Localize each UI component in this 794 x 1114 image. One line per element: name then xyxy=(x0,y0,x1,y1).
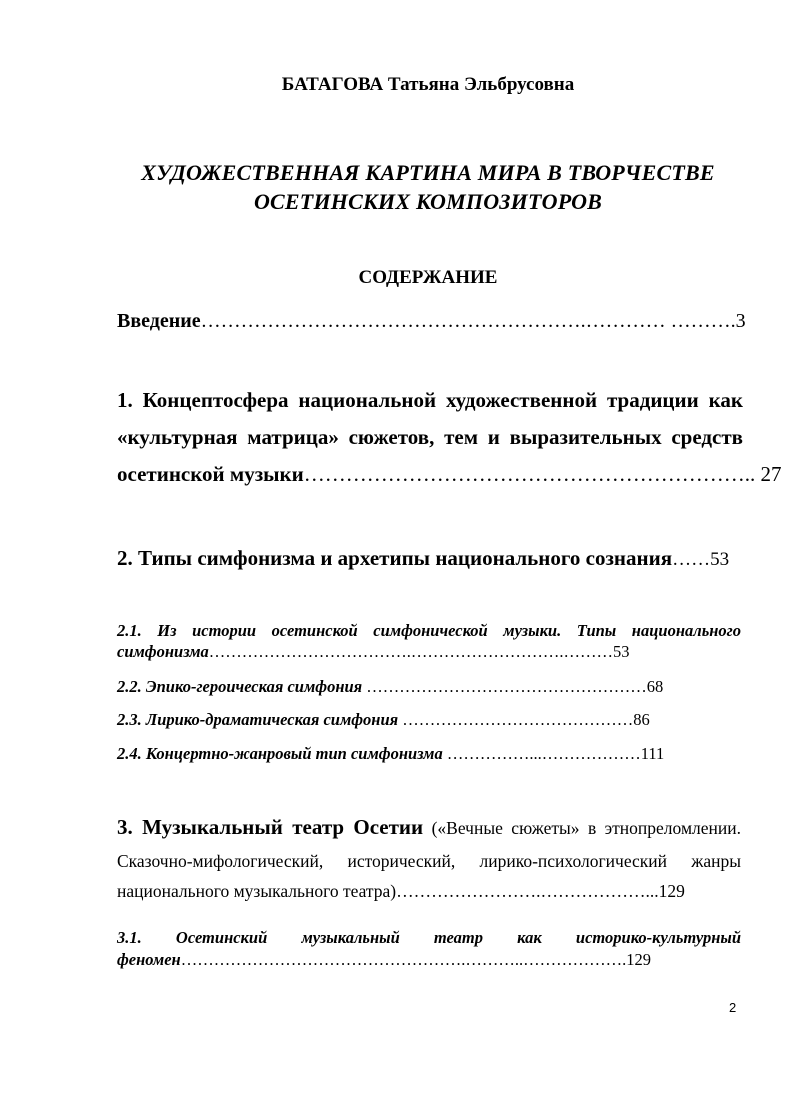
toc-section-2-1-line-1: 2.1. Из истории осетинской симфонической музыки. Типы национального xyxy=(117,621,741,640)
toc-chapter-1-title-end: осетинской музыки xyxy=(117,462,304,486)
toc-chapter-3-page: 129 xyxy=(658,881,685,901)
toc-section-3-1-line-1: 3.1. Осетинский музыкальный театр как историко-культурный xyxy=(117,928,741,947)
document-title-line-1: ХУДОЖЕСТВЕННАЯ КАРТИНА МИРА В ТВОРЧЕСТВЕ xyxy=(141,160,715,185)
toc-section-3-1-page: .129 xyxy=(622,950,651,969)
toc-section-3-1-title-end: феномен xyxy=(117,950,181,969)
toc-section-2-2 xyxy=(117,677,741,697)
toc-section-3-1-line-2 xyxy=(117,950,741,970)
toc-section-2-1-dots: ……………………………….……………………….……… xyxy=(208,642,614,661)
toc-chapter-3-line-2: Сказочно-мифологический, исторический, лирико-психологический жанры xyxy=(117,851,741,871)
page-number: 2 xyxy=(729,1000,737,1015)
toc-entry-intro xyxy=(117,310,746,333)
toc-chapter-3-dots: …………………….………………... xyxy=(396,881,659,901)
toc-chapter-3-line-3 xyxy=(117,881,741,902)
toc-section-2-4-dots: ……………...……………… xyxy=(442,744,641,763)
document-title-line-2: ОСЕТИНСКИХ КОМПОЗИТОРОВ xyxy=(253,189,603,214)
author-name: БАТАГОВА Татьяна Эльбрусовна xyxy=(281,74,575,95)
toc-section-3-1-dots: …………………………………………….………..……………… xyxy=(180,950,623,969)
toc-chapter-2-dots: …… xyxy=(672,549,711,570)
toc-chapter-1-dots: ……………………………………………………….. xyxy=(303,462,756,486)
toc-section-2-3-page: 86 xyxy=(633,710,650,729)
toc-intro-title: Введение xyxy=(117,310,201,332)
toc-chapter-2-page: 53 xyxy=(710,549,730,570)
toc-chapter-3-subtitle-end: национального музыкального театра) xyxy=(117,881,397,901)
toc-chapter-2 xyxy=(117,546,729,571)
toc-chapter-3-heading: 3. Музыкальный театр Осетии xyxy=(117,815,424,839)
toc-chapter-1-line-1: 1. Концептосфера национальной художественной традиции как xyxy=(117,388,743,412)
toc-section-2-3-dots: …………………………………… xyxy=(398,710,634,729)
toc-section-2-2-title: 2.2. Эпико-героическая симфония xyxy=(117,677,363,696)
toc-section-2-4-title: 2.4. Концертно-жанровый тип симфонизма xyxy=(117,744,443,763)
toc-chapter-1-page: 27 xyxy=(755,462,782,486)
toc-chapter-2-title: 2. Типы симфонизма и архетипы национального сознания xyxy=(117,546,673,570)
toc-section-2-4 xyxy=(117,744,741,764)
toc-section-2-3-title: 2.3. Лирико-драматическая симфония xyxy=(117,710,399,729)
contents-heading: СОДЕРЖАНИЕ xyxy=(358,267,498,288)
toc-chapter-1-line-3 xyxy=(117,462,782,487)
toc-section-2-2-page: 68 xyxy=(646,677,664,696)
toc-section-2-2-dots: …………………………………………… xyxy=(362,677,647,696)
toc-section-2-4-page: 111 xyxy=(640,744,665,763)
toc-section-2-1-page: 53 xyxy=(613,642,630,661)
toc-chapter-3-line-1 xyxy=(117,815,741,840)
toc-intro-page: 3 xyxy=(735,310,746,332)
toc-chapter-1-line-2: «культурная матрица» сюжетов, тем и выразительных средств xyxy=(117,425,743,449)
toc-section-2-1-line-2 xyxy=(117,642,741,662)
toc-intro-dots: ………………………………………………….………… ………. xyxy=(200,310,736,332)
toc-chapter-3-subtitle-start: («Вечные сюжеты» в этнопреломлении. xyxy=(423,818,742,838)
toc-section-2-3 xyxy=(117,710,741,730)
toc-section-2-1-title-end: симфонизма xyxy=(117,642,209,661)
